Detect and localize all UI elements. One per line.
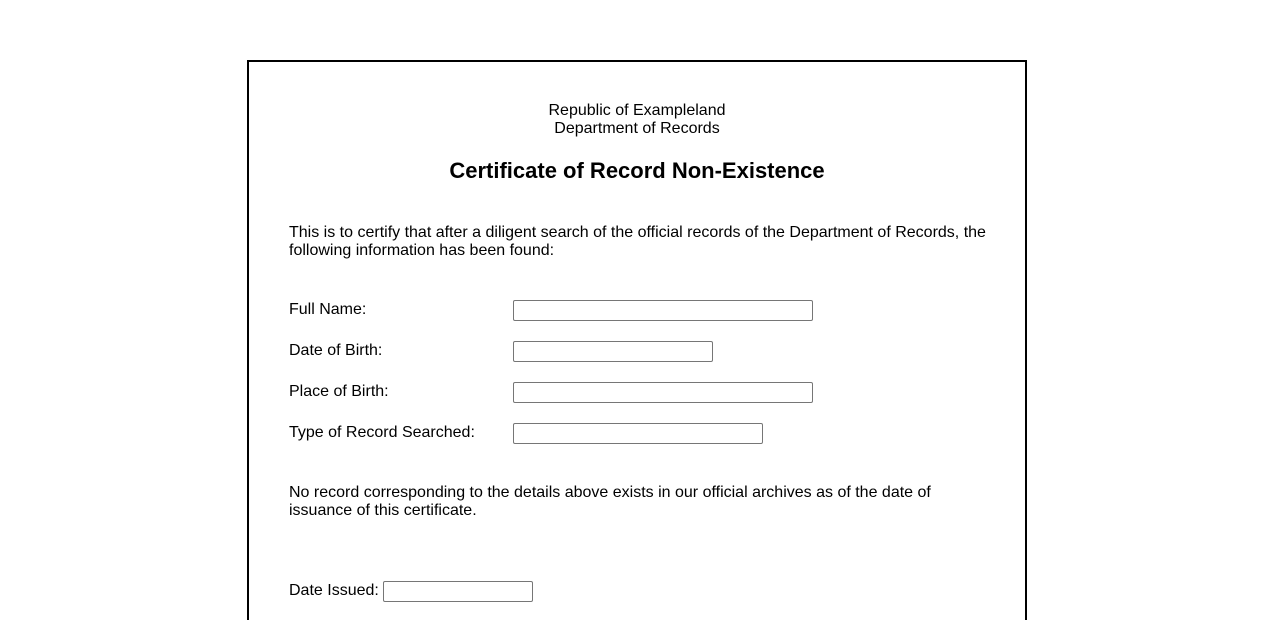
record-type-row [289,423,989,445]
full-name-label: Full Name: [289,301,367,318]
record-type-input[interactable] [513,423,763,444]
place-of-birth-row [289,382,989,404]
date-of-birth-row [289,341,989,363]
record-type-label: Type of Record Searched: [289,424,475,441]
issuer-header [249,102,1025,138]
date-of-birth-label: Date of Birth: [289,342,383,359]
place-of-birth-input[interactable] [513,382,813,403]
issuer-country: Republic of Exampleland [548,102,726,119]
place-of-birth-label: Place of Birth: [289,383,389,400]
date-of-birth-input[interactable] [513,341,713,362]
date-issued-label: Date Issued: [289,582,379,599]
non-existence-statement: No record corresponding to the details above exists in our official archives as of the date of issuance of this certificate. [289,484,931,519]
full-name-row [289,300,989,322]
date-issued-input[interactable] [383,581,533,602]
issuer-department: Department of Records [554,120,720,137]
full-name-input[interactable] [513,300,813,321]
certificate-document [247,60,1027,620]
intro-paragraph: This is to certify that after a diligent search of the official records of the Department of Records, the following information has been found: [289,224,986,259]
certificate-title: Certificate of Record Non-Existence [449,158,825,183]
